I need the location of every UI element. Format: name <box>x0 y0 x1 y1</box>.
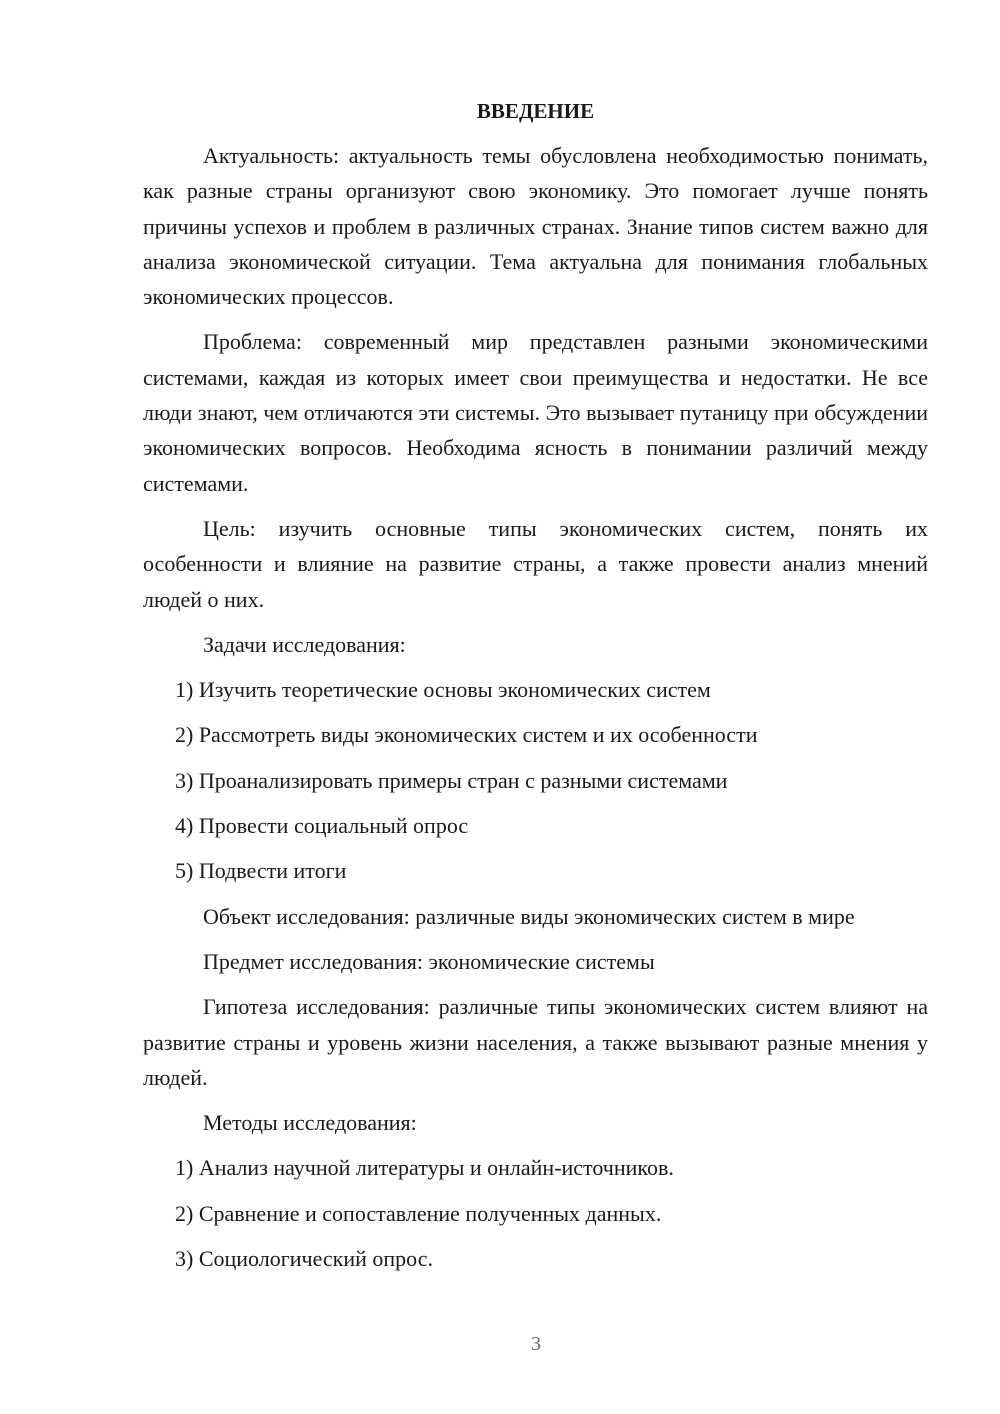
task-item-3: 3) Проанализировать примеры стран с разными системами <box>175 767 728 793</box>
relevance-paragraph: Актуальность: актуальность темы обусловлена необходимостью понимать, как разные страны организуют свою экономику. Это помогает лучше понять причины успехов и проблем в различных странах. Знание типов систем важно для анализа экономической ситуации. Тема актуальна для понимания глобальных экономических процессов. <box>143 143 928 310</box>
methods-label: Методы исследования: <box>203 1110 417 1136</box>
task-item-1: 1) Изучить теоретические основы экономических систем <box>175 677 711 703</box>
document-page <box>143 96 928 1286</box>
task-item-5: 5) Подвести итоги <box>175 858 347 884</box>
tasks-label: Задачи исследования: <box>203 631 406 657</box>
problem-paragraph: Проблема: современный мир представлен разными экономическими системами, каждая из которых имеет свои преимущества и недостатки. Не все люди знают, чем отличаются эти системы. Это вызывает путаницу при обсуждении экономических вопросов. Необходима ясность в понимании различий между системами. <box>143 329 928 496</box>
object-paragraph: Объект исследования: различные виды экономических систем в мире <box>203 903 855 929</box>
task-item-2: 2) Рассмотреть виды экономических систем и их особенности <box>175 722 758 748</box>
method-item-1: 1) Анализ научной литературы и онлайн-источников. <box>175 1155 674 1181</box>
method-item-2: 2) Сравнение и сопоставление полученных данных. <box>175 1200 662 1226</box>
subject-paragraph: Предмет исследования: экономические системы <box>203 948 655 974</box>
task-item-4: 4) Провести социальный опрос <box>175 813 469 839</box>
page-title: ВВЕДЕНИЕ <box>476 99 595 123</box>
hypothesis-paragraph: Гипотеза исследования: различные типы экономических систем влияют на развитие страны и уровень жизни населения, а также вызывают разные мнения у людей. <box>143 994 928 1090</box>
method-item-3: 3) Социологический опрос. <box>175 1246 433 1272</box>
goal-paragraph: Цель: изучить основные типы экономических систем, понять их особенности и влияние на развитие страны, а также провести анализ мнений людей о них. <box>143 515 928 612</box>
page-number: 3 <box>531 1333 541 1355</box>
